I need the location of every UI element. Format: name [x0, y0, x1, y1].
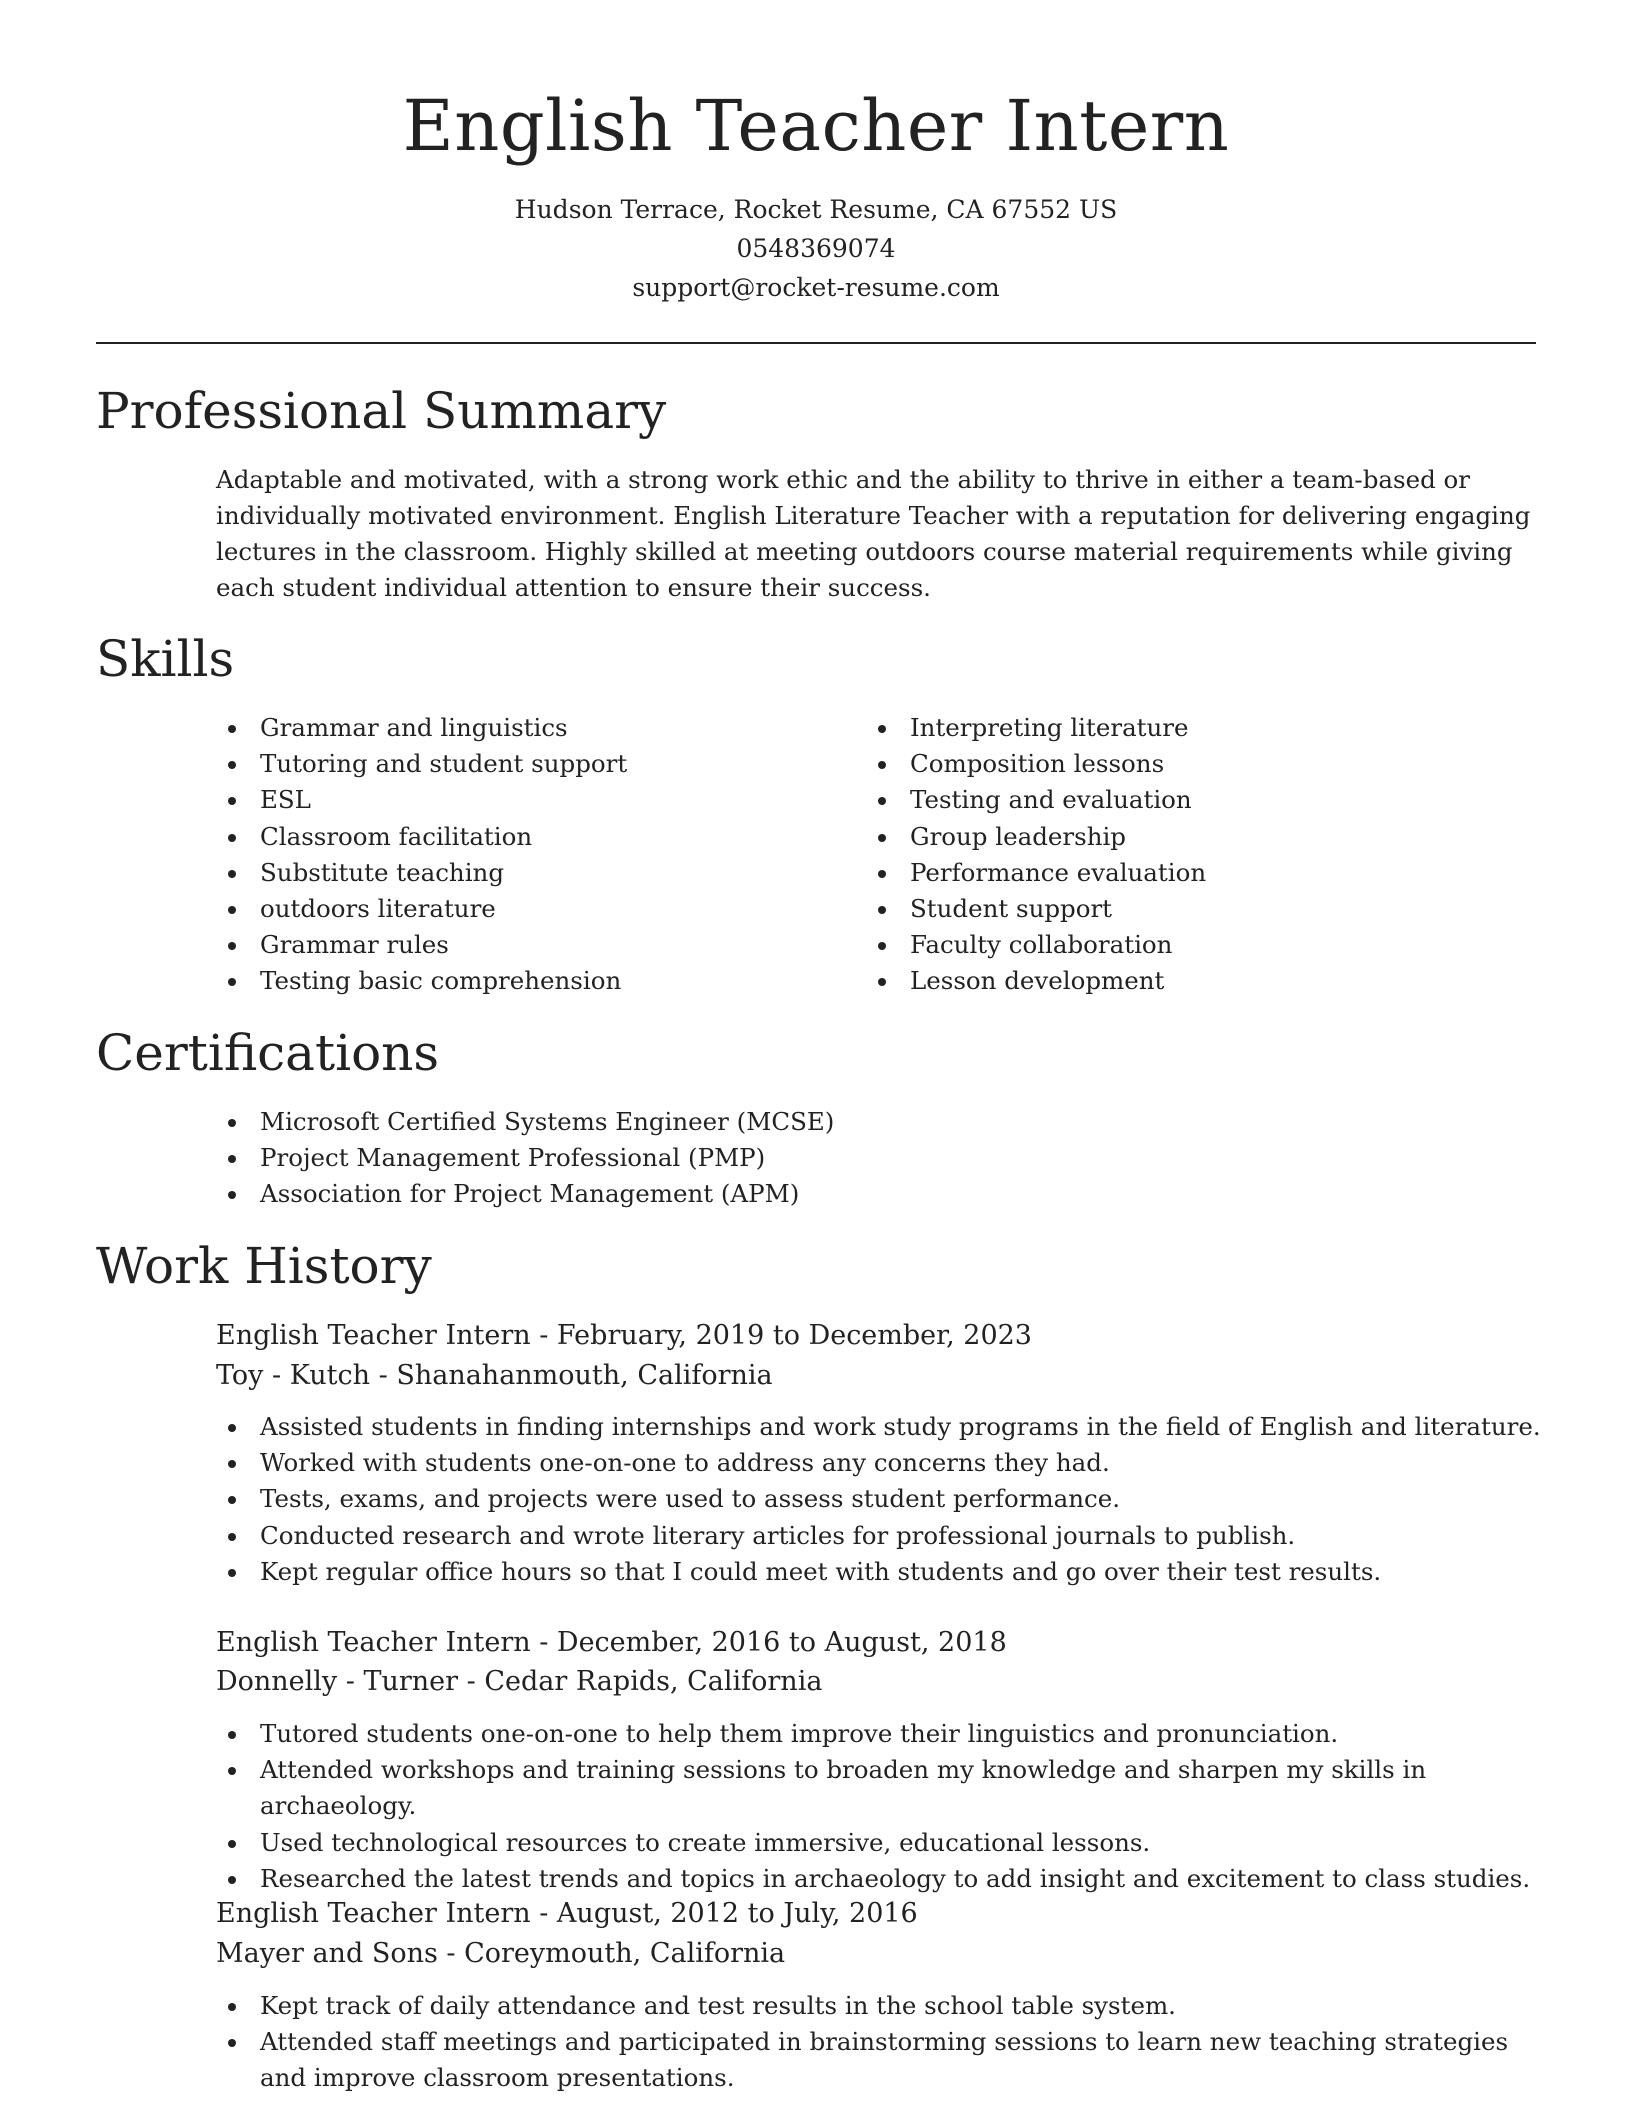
job-title: English Teacher Intern [216, 1898, 531, 1929]
skill-item: Testing and evaluation [866, 782, 1526, 818]
skills-list-right [866, 710, 1526, 1000]
certification-item: Microsoft Certified Systems Engineer (MCSE) [216, 1104, 1536, 1140]
job-duty: Kept regular office hours so that I could meet with students and go over their test results. [216, 1554, 1546, 1590]
skill-item: Faculty collaboration [866, 927, 1526, 963]
address: Hudson Terrace, Rocket Resume, CA 67552 US [514, 195, 1118, 224]
job-duty: Attended workshops and training sessions to broaden my knowledge and sharpen my skills in archaeology. [216, 1752, 1546, 1824]
job-dates: - February, 2019 to December, 2023 [530, 1320, 1032, 1351]
job-company: Toy - Kutch [216, 1360, 371, 1391]
email: support@rocket-resume.com [632, 273, 1000, 302]
job-duty: Used technological resources to create immersive, educational lessons. [216, 1825, 1546, 1861]
skills-list-left [216, 710, 816, 1000]
job-dates: - August, 2012 to July, 2016 [530, 1898, 918, 1929]
job-duties-list [216, 1716, 1546, 1897]
job-duty: Conducted research and wrote literary articles for professional journals to publish. [216, 1518, 1546, 1554]
summary-text: Adaptable and motivated, with a strong work ethic and the ability to thrive in either a team-based or individually motivated environment. English Literature Teacher with a reputation for delivering engaging lectures in the classroom. Highly skilled at meeting outdoors course material requirements while giving each student individual attention to ensure their success. [216, 465, 1531, 602]
skill-item: Testing basic comprehension [216, 963, 816, 999]
skill-item: Performance evaluation [866, 855, 1526, 891]
summary-heading: Professional Summary [96, 382, 667, 440]
skill-item: outdoors literature [216, 891, 816, 927]
job-duties-list [216, 1409, 1546, 1590]
skill-item: Composition lessons [866, 746, 1526, 782]
job-title-line [216, 1623, 1546, 1663]
job-title: English Teacher Intern [216, 1627, 531, 1658]
job-duty: Tutored students one-on-one to help them improve their linguistics and pronunciation. [216, 1716, 1546, 1752]
job-duty: Tests, exams, and projects were used to assess student performance. [216, 1481, 1546, 1517]
job-title: English Teacher Intern [216, 1320, 531, 1351]
candidate-name: English Teacher Intern [402, 85, 1230, 167]
job-company: Mayer and Sons [216, 1938, 438, 1969]
job-duties-list [216, 1988, 1546, 2097]
certifications-list [216, 1104, 1536, 1213]
header-divider [96, 342, 1536, 344]
job-employer-line [216, 1934, 1546, 1974]
job-company: Donnelly - Turner [216, 1666, 459, 1697]
job-duty: Attended staff meetings and participated in brainstorming sessions to learn new teaching strategies and improve classroom presentations. [216, 2024, 1546, 2096]
skill-item: Interpreting literature [866, 710, 1526, 746]
skill-item: Classroom facilitation [216, 819, 816, 855]
job-location: - Coreymouth, California [437, 1938, 786, 1969]
skill-item: Group leadership [866, 819, 1526, 855]
phone: 0548369074 [736, 234, 896, 263]
job-title-line [216, 1894, 1546, 1934]
skill-item: Substitute teaching [216, 855, 816, 891]
skill-item: ESL [216, 782, 816, 818]
job-duty: Researched the latest trends and topics in archaeology to add insight and excitement to class studies. [216, 1861, 1546, 1897]
job-title-line [216, 1316, 1546, 1356]
skill-item: Grammar and linguistics [216, 710, 816, 746]
job-dates: - December, 2016 to August, 2018 [530, 1627, 1007, 1658]
job-employer-line [216, 1662, 1546, 1702]
job-duty: Assisted students in finding internships and work study programs in the field of English and literature. [216, 1409, 1546, 1445]
certifications-heading: Certifications [96, 1024, 440, 1082]
contact-info [96, 190, 1536, 307]
skill-item: Tutoring and student support [216, 746, 816, 782]
job-employer-line [216, 1356, 1546, 1396]
skill-item: Grammar rules [216, 927, 816, 963]
job-duty: Worked with students one-on-one to address any concerns they had. [216, 1445, 1546, 1481]
work-history-heading: Work History [96, 1237, 432, 1295]
job-location: - Shanahanmouth, California [370, 1360, 773, 1391]
certification-item: Project Management Professional (PMP) [216, 1140, 1536, 1176]
skills-heading: Skills [96, 630, 235, 688]
skill-item: Lesson development [866, 963, 1526, 999]
skill-item: Student support [866, 891, 1526, 927]
certification-item: Association for Project Management (APM) [216, 1176, 1536, 1212]
job-duty: Kept track of daily attendance and test results in the school table system. [216, 1988, 1546, 2024]
job-location: - Cedar Rapids, California [458, 1666, 823, 1697]
resume-header [96, 84, 1536, 307]
